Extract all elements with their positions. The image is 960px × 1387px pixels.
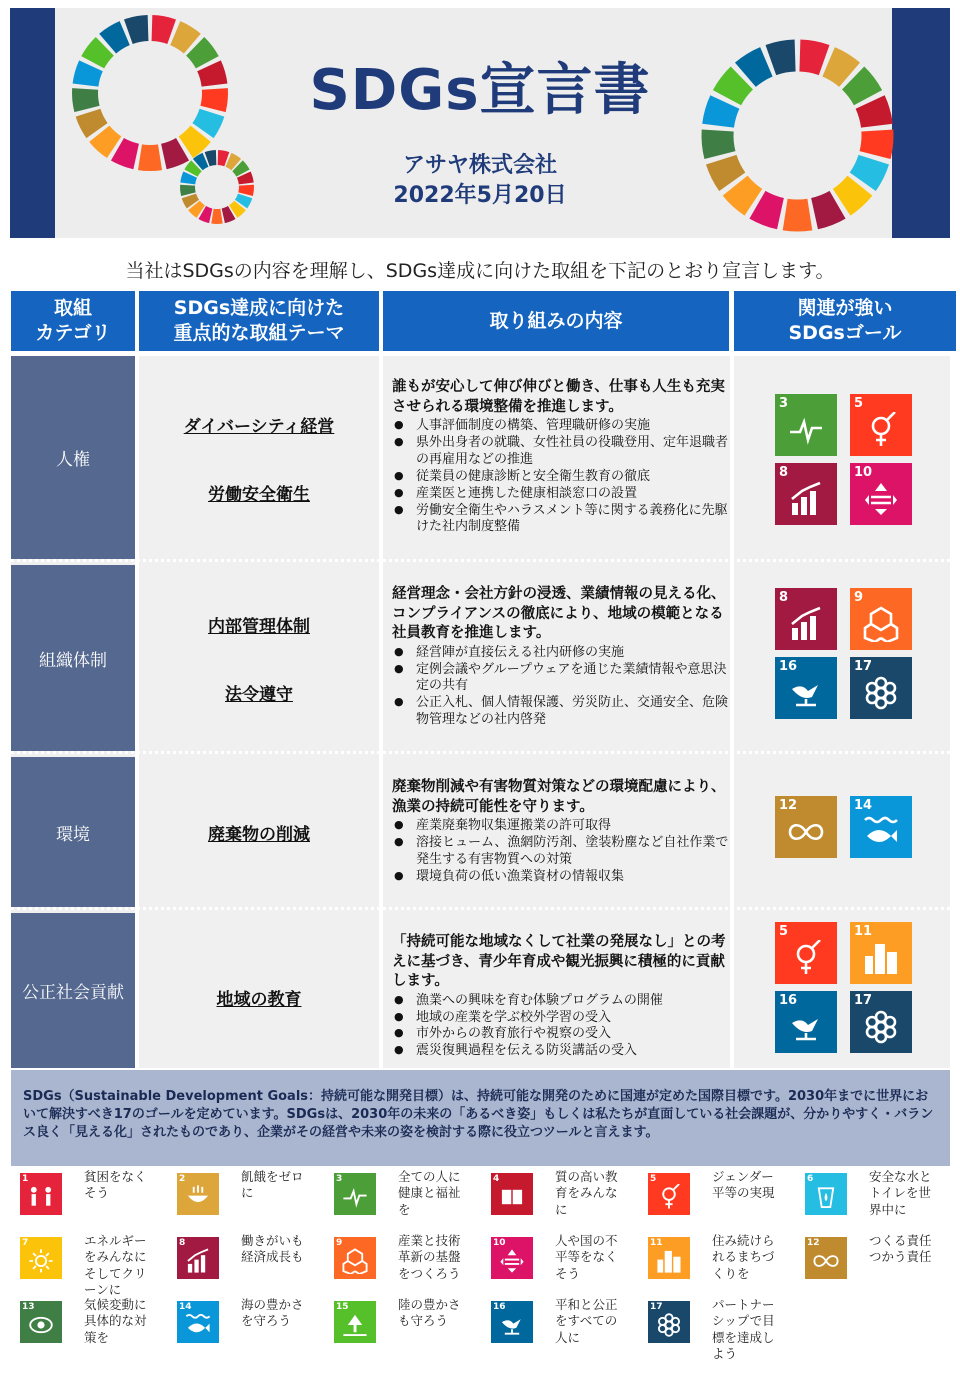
col-separator	[730, 356, 734, 1068]
legend-goal-label: ジェンダー平等の実現	[712, 1169, 775, 1201]
list-item: ● 従業員の健康診断と安全衛生教育の徹底	[392, 469, 730, 486]
list-item: ● 産業医と連携した健康相談窓口の設置	[392, 486, 730, 503]
legend-goal-14-icon: 14	[177, 1301, 219, 1343]
legend-goal-label: 人や国の不平等をなくそう	[555, 1233, 618, 1281]
sdg-goal-12-icon: 12	[775, 796, 837, 858]
list-item: ● 溶接ヒューム、漁網防汚剤、塗装粉塵など自社作業で発生する有害物質への対策	[392, 835, 730, 869]
legend-goal-label: 安全な水とトイレを世界中に	[869, 1169, 932, 1217]
sdg-goal-10-icon: 10	[850, 463, 912, 525]
legend-goal-label: 質の高い教育をみんなに	[555, 1169, 618, 1217]
content-bullets	[392, 993, 730, 1061]
legend-goal-11-icon: 11	[648, 1237, 690, 1279]
theme-local-education: 地域の教育	[216, 990, 302, 1010]
theme-safety: 労働安全衛生	[208, 485, 310, 505]
legend-goal-3-icon: 3	[334, 1173, 376, 1215]
header-theme: SDGs達成に向けた 重点的な取組テーマ	[139, 291, 379, 351]
content-bullets	[392, 418, 730, 536]
legend-goal-label: 働きがいも経済成長も	[241, 1233, 304, 1265]
legend-goal-label: 飢餓をゼロに	[241, 1169, 304, 1201]
legend-goal-1-icon: 1	[20, 1173, 62, 1215]
category-social-contribution: 公正社会貢献	[11, 913, 135, 1068]
content-bullets	[392, 818, 730, 886]
list-item: ● 経営陣が直接伝える社内研修の実施	[392, 645, 730, 662]
col-separator	[135, 356, 139, 1068]
content-lead: 廃棄物削減や有害物質対策などの環境配慮により、漁業の持続可能性を守ります。	[392, 779, 726, 815]
content-row-1	[392, 378, 730, 536]
header-category: 取組 カテゴリ	[11, 291, 135, 351]
sdg-goal-9-icon: 9	[850, 588, 912, 650]
legend-goal-label: 陸の豊かさも守ろう	[398, 1297, 461, 1329]
company-name: アサヤ株式会社	[402, 153, 557, 178]
header-content: 取り組みの内容	[383, 291, 729, 351]
content-lead: 経営理念・会社方針の浸透、業績情報の見える化、コンプライアンスの徹底により、地域の模範となる社員教育を推進します。	[392, 586, 726, 642]
col-separator	[379, 356, 383, 1068]
sdg-goal-11-icon: 11	[850, 922, 912, 984]
legend-goal-label: 気候変動に具体的な対策を	[84, 1297, 147, 1345]
sdg-goal-14-icon: 14	[850, 796, 912, 858]
legend-goal-13-icon: 13	[20, 1301, 62, 1343]
legend-goal-16-icon: 16	[491, 1301, 533, 1343]
list-item: ● 震災復興過程を伝える防災講話の受入	[392, 1043, 730, 1060]
content-row-2	[392, 585, 730, 729]
legend-goal-9-icon: 9	[334, 1237, 376, 1279]
sdg-goal-17-icon: 17	[850, 991, 912, 1053]
legend-goal-label: 海の豊かさを守ろう	[241, 1297, 304, 1329]
legend-goal-12-icon: 12	[805, 1237, 847, 1279]
sdg-goal-5-icon: 5	[850, 394, 912, 456]
theme-internal-control: 内部管理体制	[208, 617, 310, 637]
legend-goal-8-icon: 8	[177, 1237, 219, 1279]
legend-goal-15-icon: 15	[334, 1301, 376, 1343]
list-item: ● 市外からの教育旅行や視察の受入	[392, 1026, 730, 1043]
list-item: ● 労働安全衛生やハラスメント等に関する義務化に先駆けた社内制度整備	[392, 503, 730, 537]
header-banner	[10, 8, 950, 238]
legend-goal-label: 貧困をなくそう	[84, 1169, 147, 1201]
content-bullets	[392, 645, 730, 729]
sdg-goal-17-icon: 17	[850, 657, 912, 719]
category-organization: 組織体制	[11, 565, 135, 751]
row-divider	[11, 559, 950, 562]
list-item: ● 県外出身者の就職、女性社員の役職登用、定年退職者の再雇用などの推進	[392, 435, 730, 469]
list-item: ● 人事評価制度の構築、管理職研修の実施	[392, 418, 730, 435]
list-item: ● 産業廃棄物収集運搬業の許可取得	[392, 818, 730, 835]
page-title: SDGs宣言書	[309, 58, 651, 123]
legend-goal-17-icon: 17	[648, 1301, 690, 1343]
sdgs-explanation: SDGs（Sustainable Development Goals：持続可能な開発目標）は、持続可能な開発のために国連が定めた国際目標です。2030年までに世界において解決すべき17のゴールを定めています。SDGsは、2030年の未来の「あるべき姿」もしくは私たちが直面している社会課題が、分かりやすく・バランス良く「見える化」されたものであり、企業がその経営や未来の姿を検討する際に役立つツールと言えます。	[11, 1070, 950, 1166]
list-item: ● 公正入札、個人情報保護、労災防止、交通安全、危険物管理などの社内啓発	[392, 695, 730, 729]
row-divider	[11, 907, 950, 910]
legend-goal-label: 全ての人に健康と福祉を	[398, 1169, 461, 1217]
content-row-3	[392, 778, 730, 886]
sdg-goal-3-icon: 3	[775, 394, 837, 456]
legend-goal-7-icon: 7	[20, 1237, 62, 1279]
legend-goal-2-icon: 2	[177, 1173, 219, 1215]
sdg-goal-16-icon: 16	[775, 657, 837, 719]
list-item: ● 漁業への興味を育む体験プログラムの開催	[392, 993, 730, 1010]
list-item: ● 環境負荷の低い漁業資材の情報収集	[392, 869, 730, 886]
category-environment: 環境	[11, 757, 135, 907]
category-human-rights: 人権	[11, 356, 135, 559]
legend-goal-label: エネルギーをみんなにそしてクリーンに	[84, 1233, 147, 1297]
header-goals: 関連が強い SDGsゴール	[734, 291, 956, 351]
legend-goal-label: つくる責任つかう責任	[869, 1233, 932, 1265]
sdg-goal-5-icon: 5	[775, 922, 837, 984]
legend-goal-label: 産業と技術革新の基盤をつくろう	[398, 1233, 461, 1281]
intro-text: 当社はSDGsの内容を理解し、SDGs達成に向けた取組を下記のとおり宣言します。	[125, 260, 835, 282]
sdg-goal-8-icon: 8	[775, 588, 837, 650]
legend-goal-10-icon: 10	[491, 1237, 533, 1279]
theme-compliance: 法令遵守	[225, 685, 293, 705]
sdg-goal-16-icon: 16	[775, 991, 837, 1053]
legend-goal-label: 住み続けられるまちづくりを	[712, 1233, 775, 1281]
row-divider	[11, 751, 950, 754]
legend-goal-label: 平和と公正をすべての人に	[555, 1297, 618, 1345]
theme-waste-reduction: 廃棄物の削減	[208, 825, 310, 845]
content-lead: 誰もが安心して伸び伸びと働き、仕事も人生も充実させられる環境整備を推進します。	[392, 379, 725, 415]
content-row-4	[392, 933, 730, 1060]
legend-goal-6-icon: 6	[805, 1173, 847, 1215]
legend-goal-5-icon: 5	[648, 1173, 690, 1215]
list-item: ● 定例会議やグループウェアを通じた業績情報や意思決定の共有	[392, 662, 730, 696]
sdg-goal-8-icon: 8	[775, 463, 837, 525]
list-item: ● 地域の産業を学ぶ校外学習の受入	[392, 1010, 730, 1027]
content-lead: 「持続可能な地域なくして社業の発展なし」との考えに基づき、青少年育成や観光振興に積極的に貢献します。	[392, 934, 726, 990]
legend-goal-4-icon: 4	[491, 1173, 533, 1215]
declaration-date: 2022年5月20日	[393, 183, 567, 208]
legend-goal-label: パートナーシップで目標を達成しよう	[712, 1297, 775, 1361]
theme-diversity: ダイバーシティ経営	[183, 417, 335, 437]
